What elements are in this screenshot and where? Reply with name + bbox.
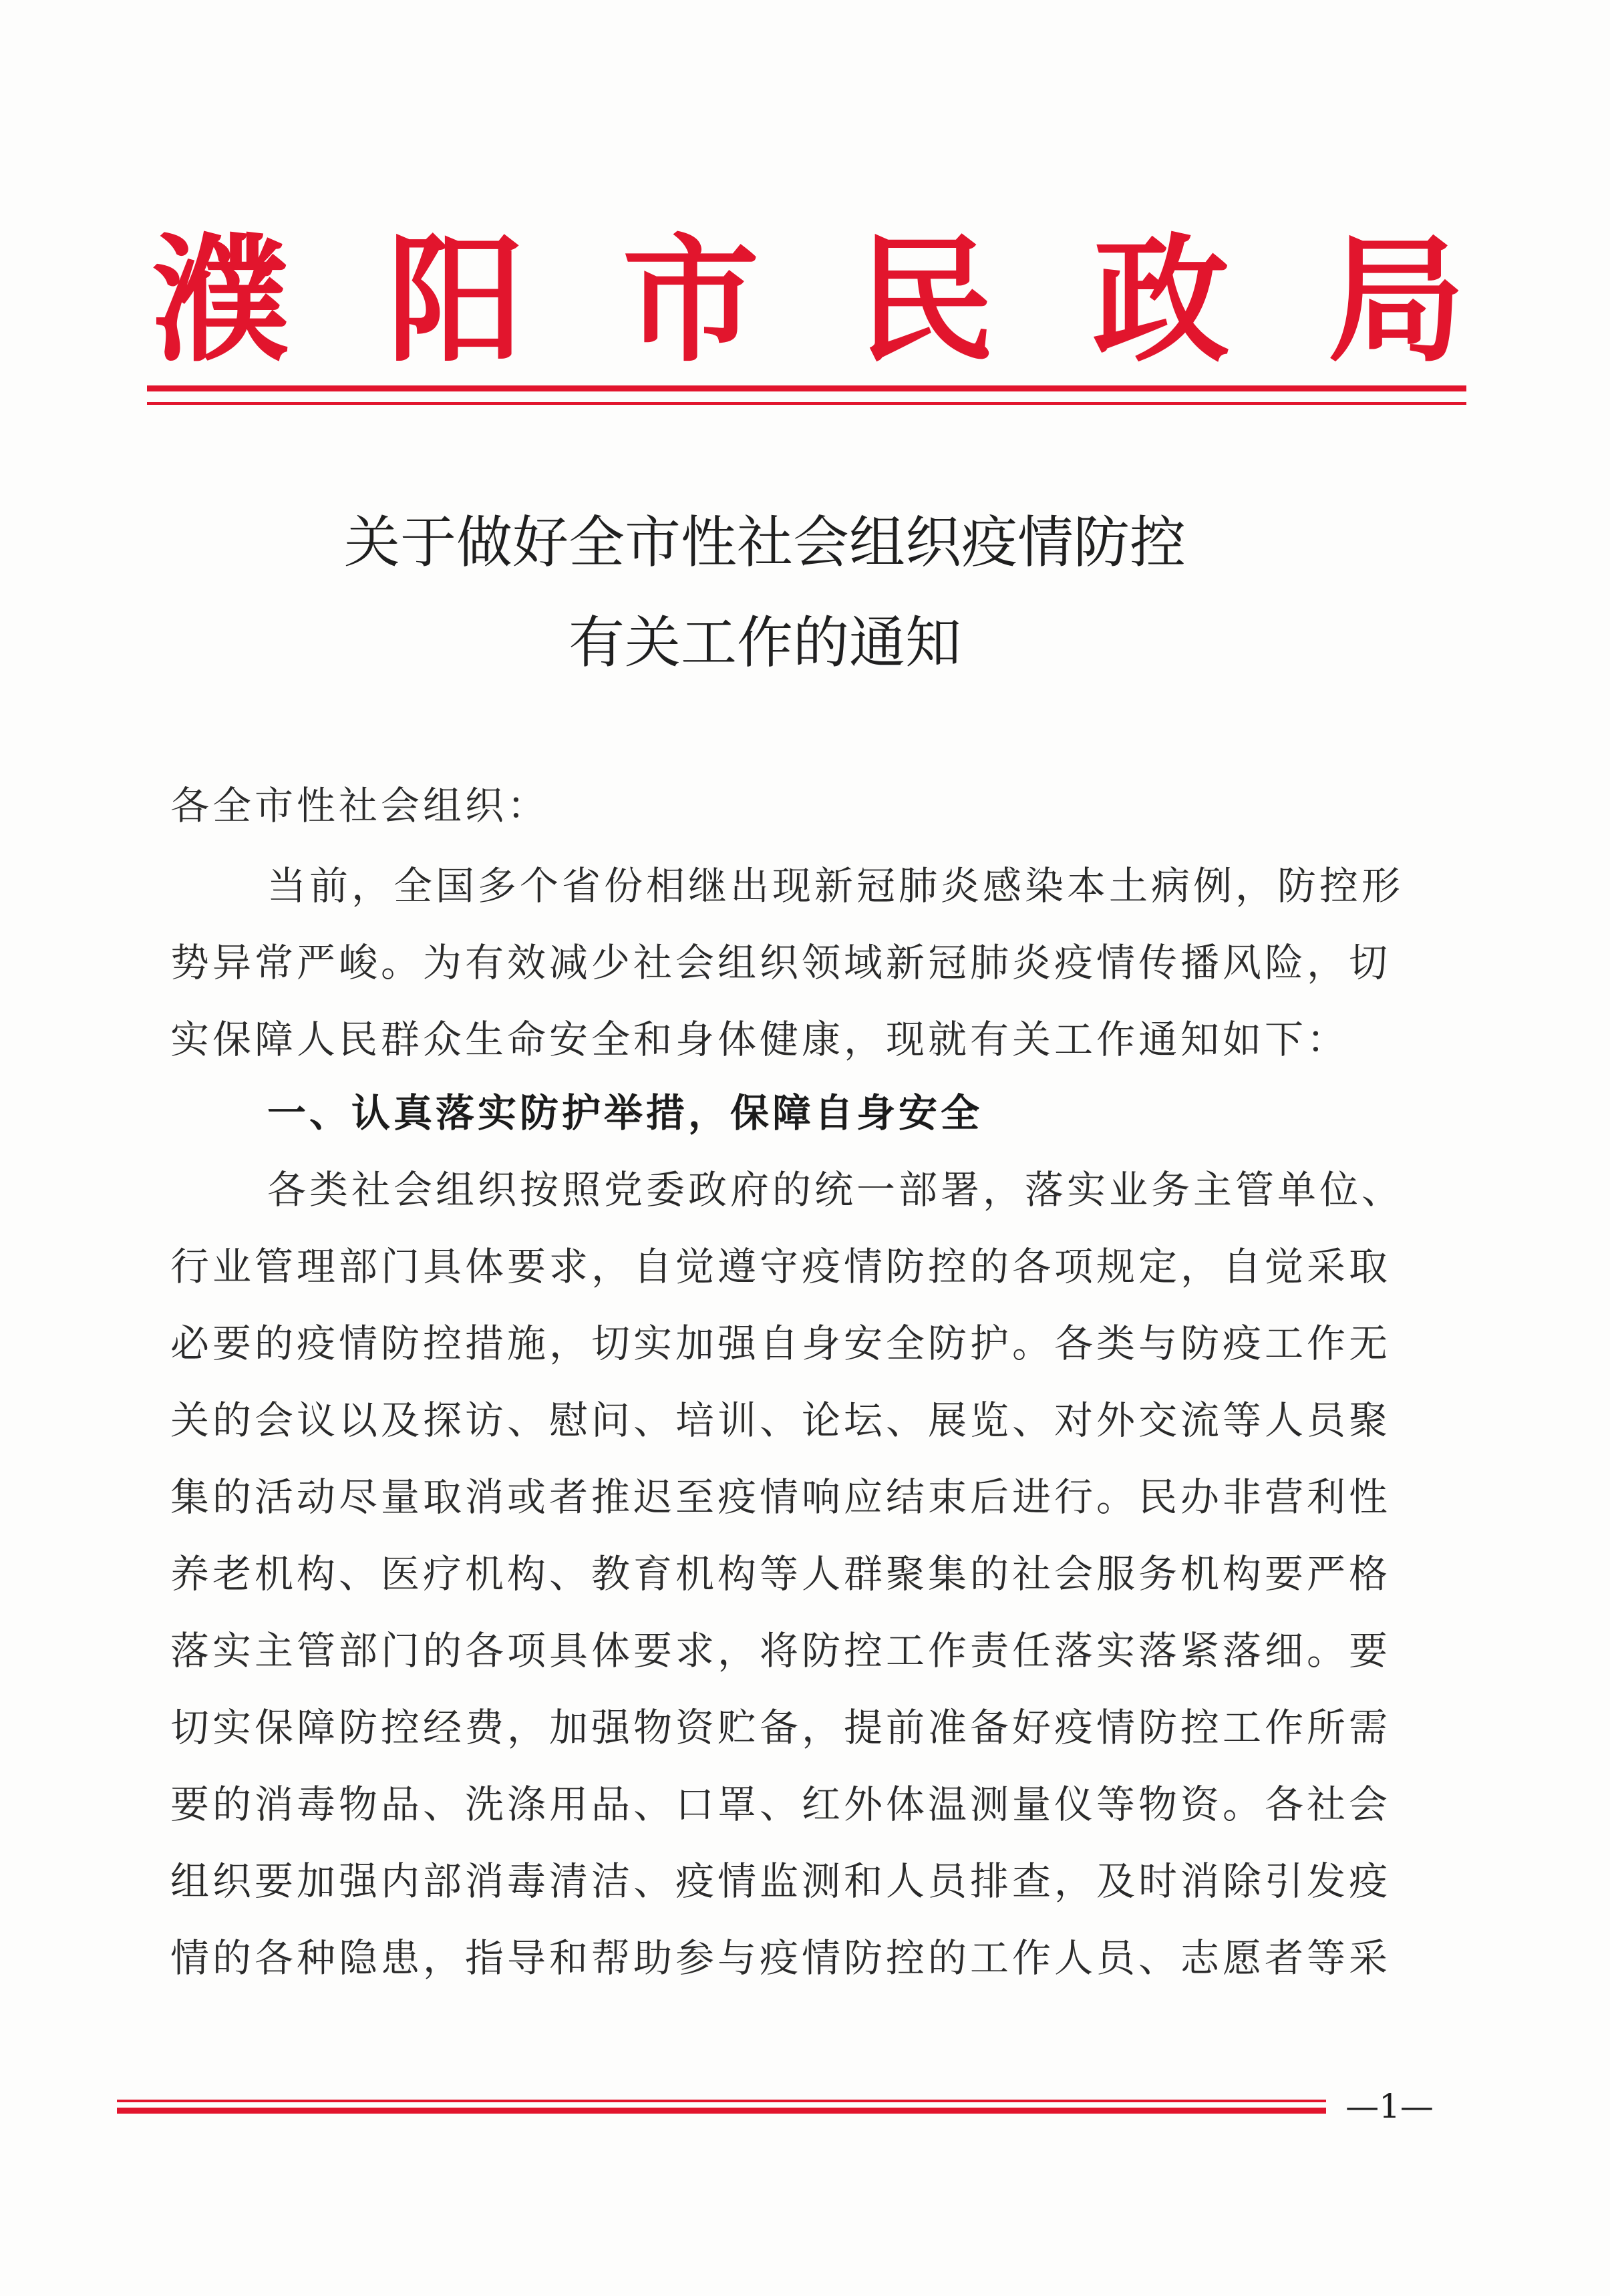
paragraph-line: 实保障人民群众生命安全和身体健康，现就有关工作通知如下：: [170, 1017, 1349, 1062]
footer-divider-thin: [117, 2100, 1443, 2102]
paragraph-line: 养老机构、医疗机构、教育机构等人群聚集的社会服务机构要严格: [170, 1551, 1392, 1597]
paragraph-line: 势异常严峻。为有效减少社会组织领域新冠肺炎疫情传播风险，切: [170, 940, 1392, 985]
document-title-line-2: 有关工作的通知: [568, 610, 961, 675]
paragraph-line: 情的各种隐患，指导和帮助参与疫情防控的工作人员、志愿者等采: [170, 1935, 1392, 1981]
document-title-line-1: 关于做好全市性社会组织疫情防控: [343, 510, 1186, 575]
paragraph-line: 行业管理部门具体要求，自觉遵守疫情防控的各项规定，自觉采取: [170, 1244, 1392, 1289]
header-char: 政: [1092, 220, 1230, 381]
footer-divider-thick: [117, 2108, 1443, 2114]
paragraph-line: 组织要加强内部消毒清洁、疫情监测和人员排查，及时消除引发疫: [170, 1858, 1392, 1904]
paragraph-line: 集的活动尽量取消或者推迟至疫情响应结束后进行。民办非营利性: [170, 1474, 1392, 1520]
paragraph-line: 必要的疫情防控措施，切实加强自身安全防护。各类与防疫工作无: [170, 1321, 1392, 1366]
header-char: 濮: [152, 220, 289, 381]
issuing-authority-header: [147, 220, 1470, 381]
paragraph-line: 切实保障防控经费，加强物资贮备，提前准备好疫情防控工作所需: [170, 1705, 1392, 1750]
header-char: 市: [622, 220, 760, 381]
paragraph-line: 要的消毒物品、洗涤用品、口罩、红外体温测量仪等物资。各社会: [170, 1782, 1392, 1827]
paragraph-line: 关的会议以及探访、慰问、培训、论坛、展览、对外交流等人员聚: [170, 1398, 1392, 1443]
header-divider-thick: [147, 385, 1466, 391]
paragraph-line: 当前，全国多个省份相继出现新冠肺炎感染本土病例，防控形: [267, 863, 1404, 909]
header-char: 阳: [387, 220, 524, 381]
header-char: 局: [1327, 220, 1465, 381]
paragraph-line: 各类社会组织按照党委政府的统一部署，落实业务主管单位、: [267, 1167, 1404, 1212]
section-heading: 一、认真落实防护举措，保障自身安全: [267, 1090, 983, 1136]
paragraph-line: 落实主管部门的各项具体要求，将防控工作责任落实落紧落细。要: [170, 1628, 1392, 1673]
header-char: 民: [857, 220, 995, 381]
page-number: —1—: [1326, 2090, 1453, 2123]
header-divider-thin: [147, 402, 1466, 405]
salutation: 各全市性社会组织：: [170, 783, 550, 828]
